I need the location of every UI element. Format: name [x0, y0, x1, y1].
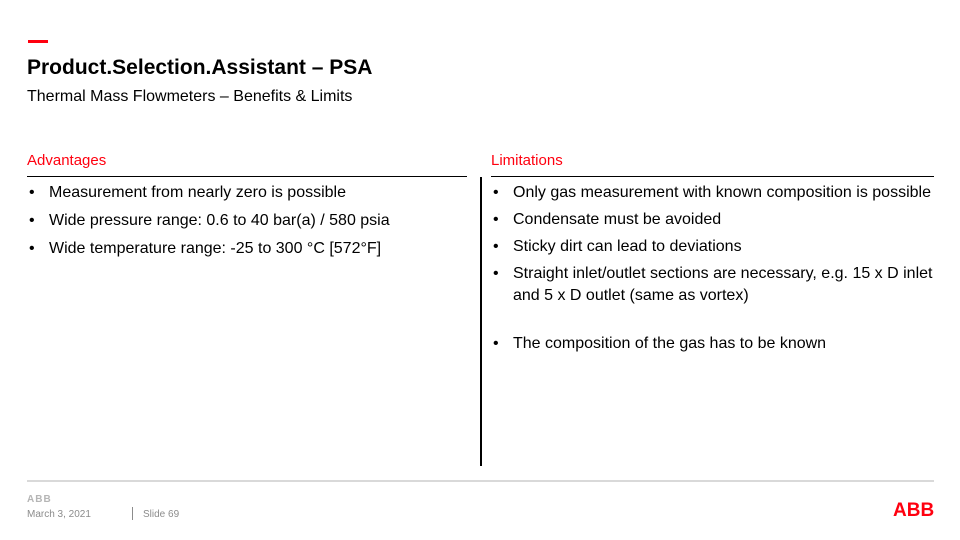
slide-title: Product.Selection.Assistant – PSA	[27, 56, 373, 79]
bullet-icon: •	[29, 212, 35, 229]
footer-separator	[132, 507, 133, 520]
limitations-list	[491, 182, 941, 360]
abb-logo	[893, 500, 935, 518]
footer-slide-number: Slide 69	[143, 509, 180, 520]
advantages-heading: Advantages	[27, 152, 107, 169]
footer-date: March 3, 2021	[27, 509, 91, 520]
footer-small-logo: ABB	[27, 494, 52, 505]
list-item: • Only gas measurement with known composition is possible	[491, 182, 941, 204]
abb-logo-text: ABB	[893, 500, 935, 518]
bullet-icon: •	[493, 211, 499, 228]
list-item: • Measurement from nearly zero is possible	[27, 182, 467, 204]
bullet-icon: •	[493, 335, 499, 352]
list-item: • Sticky dirt can lead to deviations	[491, 236, 941, 258]
advantages-rule	[27, 176, 467, 177]
list-item: • Condensate must be avoided	[491, 209, 941, 231]
limitations-rule	[491, 176, 934, 177]
limitations-heading: Limitations	[491, 152, 563, 169]
advantages-list	[27, 182, 467, 266]
list-item: • Wide temperature range: -25 to 300 °C [572°F]	[27, 238, 467, 260]
list-item: • Wide pressure range: 0.6 to 40 bar(a) / 580 psia	[27, 210, 467, 232]
bullet-icon: •	[493, 184, 499, 201]
bullet-icon: •	[493, 265, 499, 282]
slide-subtitle: Thermal Mass Flowmeters – Benefits & Limits	[27, 88, 353, 105]
list-item: • The composition of the gas has to be known	[491, 333, 941, 355]
bullet-icon: •	[493, 238, 499, 255]
footer-rule	[27, 480, 934, 482]
bullet-icon: •	[29, 184, 35, 201]
list-item: • Straight inlet/outlet sections are necessary, e.g. 15 x D inlet and 5 x D outlet (same as vortex)	[493, 265, 933, 304]
bullet-icon: •	[29, 240, 35, 257]
column-divider	[480, 177, 482, 466]
accent-bar	[28, 40, 48, 43]
